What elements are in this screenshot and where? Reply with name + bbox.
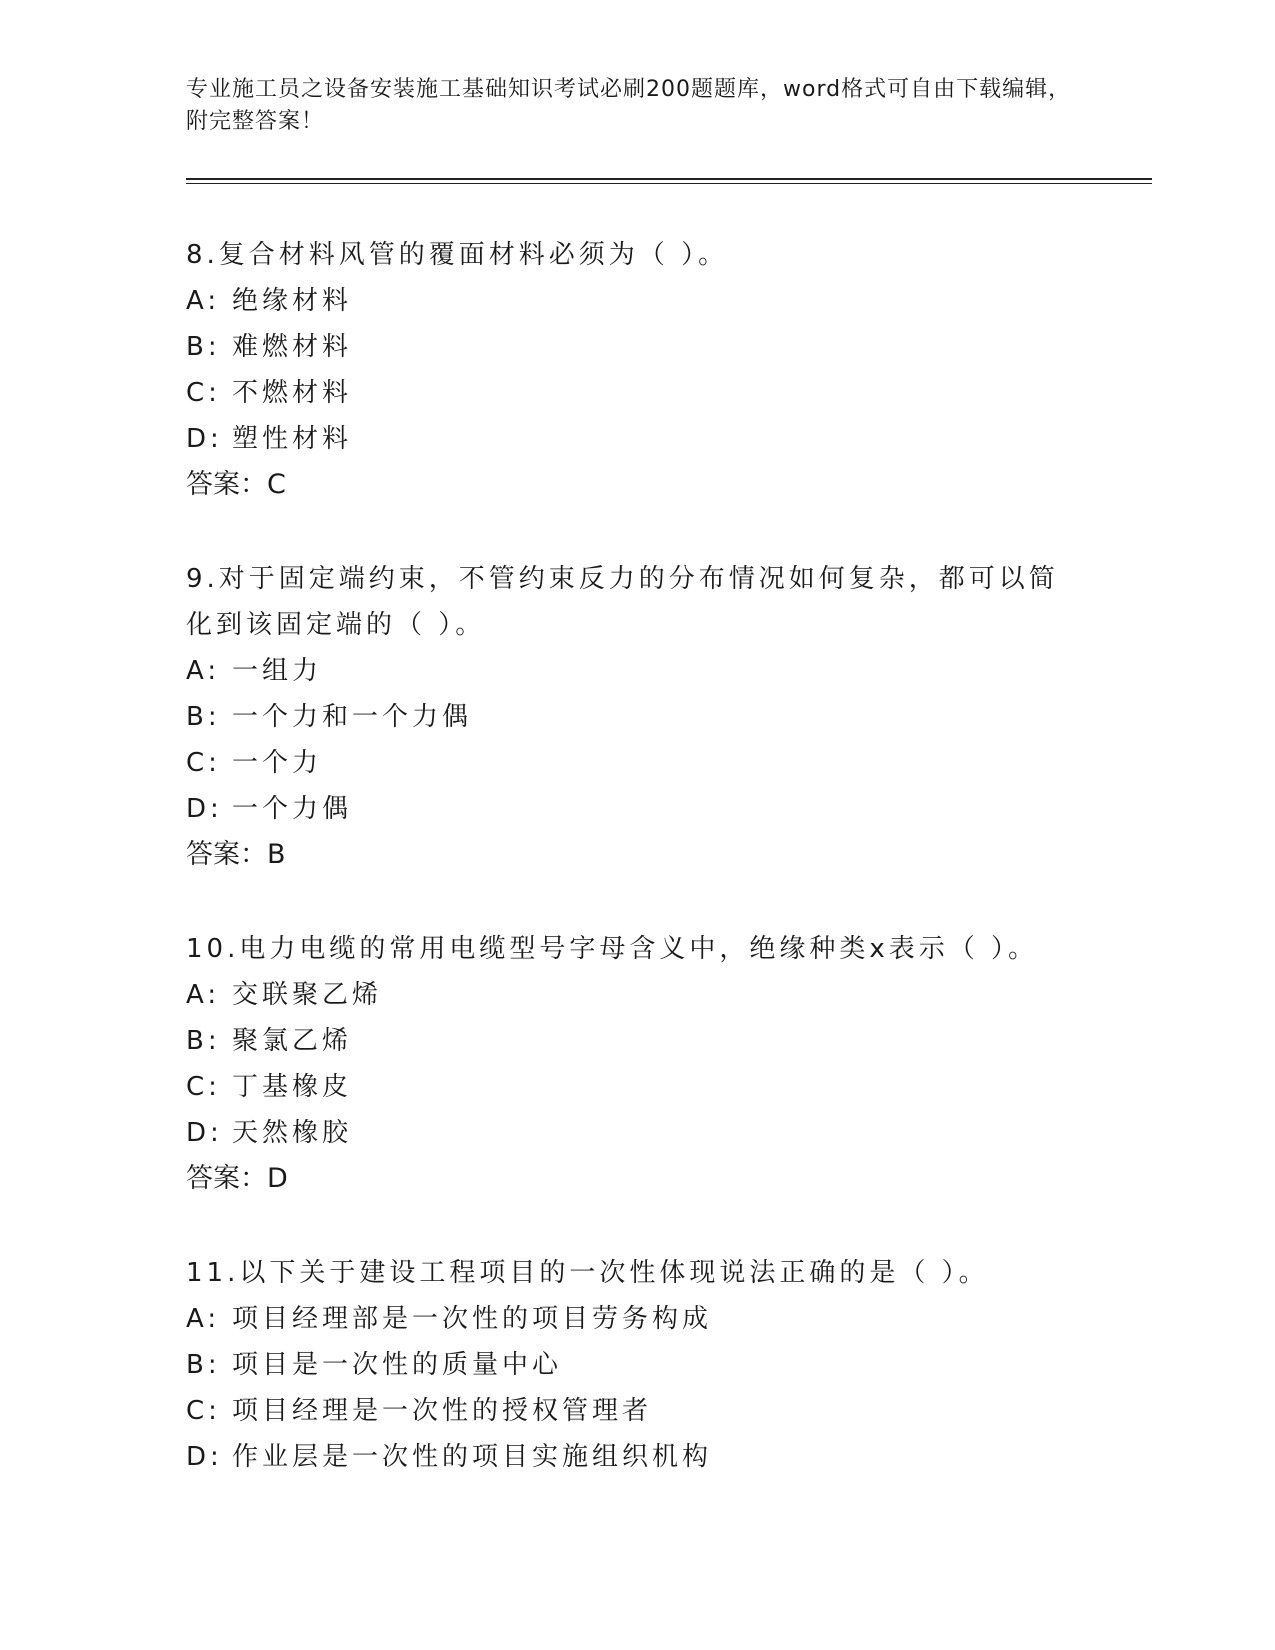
option-c [186, 1064, 1086, 1110]
option-b [186, 1018, 1086, 1064]
option-text: 不燃材料 [232, 378, 353, 408]
option-d [186, 786, 1086, 832]
option-text: 天然橡胶 [232, 1118, 353, 1148]
option-letter: D: [186, 794, 223, 824]
option-text: 绝缘材料 [232, 286, 353, 316]
option-c [186, 370, 1086, 416]
option-letter: C: [186, 378, 221, 408]
option-letter: D: [186, 1118, 223, 1148]
document-header-title: 专业施工员之设备安装施工基础知识考试必刷200题题库，word格式可自由下载编辑，附完整答案！ [186, 77, 1072, 134]
question-8 [186, 232, 1086, 508]
option-d [186, 1110, 1086, 1156]
question-9 [186, 556, 1086, 878]
option-text: 丁基橡皮 [232, 1072, 353, 1102]
option-c [186, 740, 1086, 786]
option-d [186, 416, 1086, 462]
option-b [186, 694, 1086, 740]
option-d [186, 1434, 1086, 1480]
option-a [186, 972, 1086, 1018]
option-letter: B: [186, 1026, 221, 1056]
answer-line: 答案：C [186, 469, 286, 500]
option-text: 一个力 [232, 748, 323, 778]
option-letter: C: [186, 748, 221, 778]
option-letter: B: [186, 702, 221, 732]
option-b [186, 324, 1086, 370]
question-stem: 9.对于固定端约束，不管约束反力的分布情况如何复杂，都可以简化到该固定端的（ ）。 [186, 564, 1059, 640]
option-text: 一个力和一个力偶 [232, 702, 473, 732]
answer-line: 答案：B [186, 839, 286, 870]
option-text: 项目经理部是一次性的项目劳务构成 [232, 1304, 713, 1334]
question-11 [186, 1250, 1086, 1480]
option-text: 聚氯乙烯 [232, 1026, 353, 1056]
question-10 [186, 926, 1086, 1202]
question-list [186, 232, 1086, 1528]
option-letter: A: [186, 286, 221, 316]
option-text: 塑性材料 [232, 424, 353, 454]
option-letter: C: [186, 1072, 221, 1102]
option-letter: B: [186, 332, 221, 362]
option-letter: D: [186, 1442, 223, 1472]
option-text: 项目经理是一次性的授权管理者 [232, 1396, 653, 1426]
header-rule-top [186, 178, 1152, 180]
option-b [186, 1342, 1086, 1388]
question-stem: 10.电力电缆的常用电缆型号字母含义中，绝缘种类x表示（ ）。 [186, 934, 1039, 964]
option-text: 作业层是一次性的项目实施组织机构 [232, 1442, 713, 1472]
option-text: 一个力偶 [232, 794, 353, 824]
option-text: 项目是一次性的质量中心 [232, 1350, 563, 1380]
option-letter: A: [186, 980, 221, 1010]
option-c [186, 1388, 1086, 1434]
header-rule-bottom [186, 183, 1152, 184]
option-a [186, 278, 1086, 324]
answer-line: 答案：D [186, 1163, 288, 1194]
question-stem: 11.以下关于建设工程项目的一次性体现说法正确的是（ ）。 [186, 1258, 989, 1288]
question-stem: 8.复合材料风管的覆面材料必须为（ ）。 [186, 240, 729, 270]
option-a [186, 1296, 1086, 1342]
option-letter: A: [186, 656, 221, 686]
option-text: 交联聚乙烯 [232, 980, 383, 1010]
option-text: 一组力 [232, 656, 323, 686]
option-text: 难燃材料 [232, 332, 353, 362]
option-letter: C: [186, 1396, 221, 1426]
option-letter: B: [186, 1350, 221, 1380]
option-letter: A: [186, 1304, 221, 1334]
option-a [186, 648, 1086, 694]
option-letter: D: [186, 424, 223, 454]
